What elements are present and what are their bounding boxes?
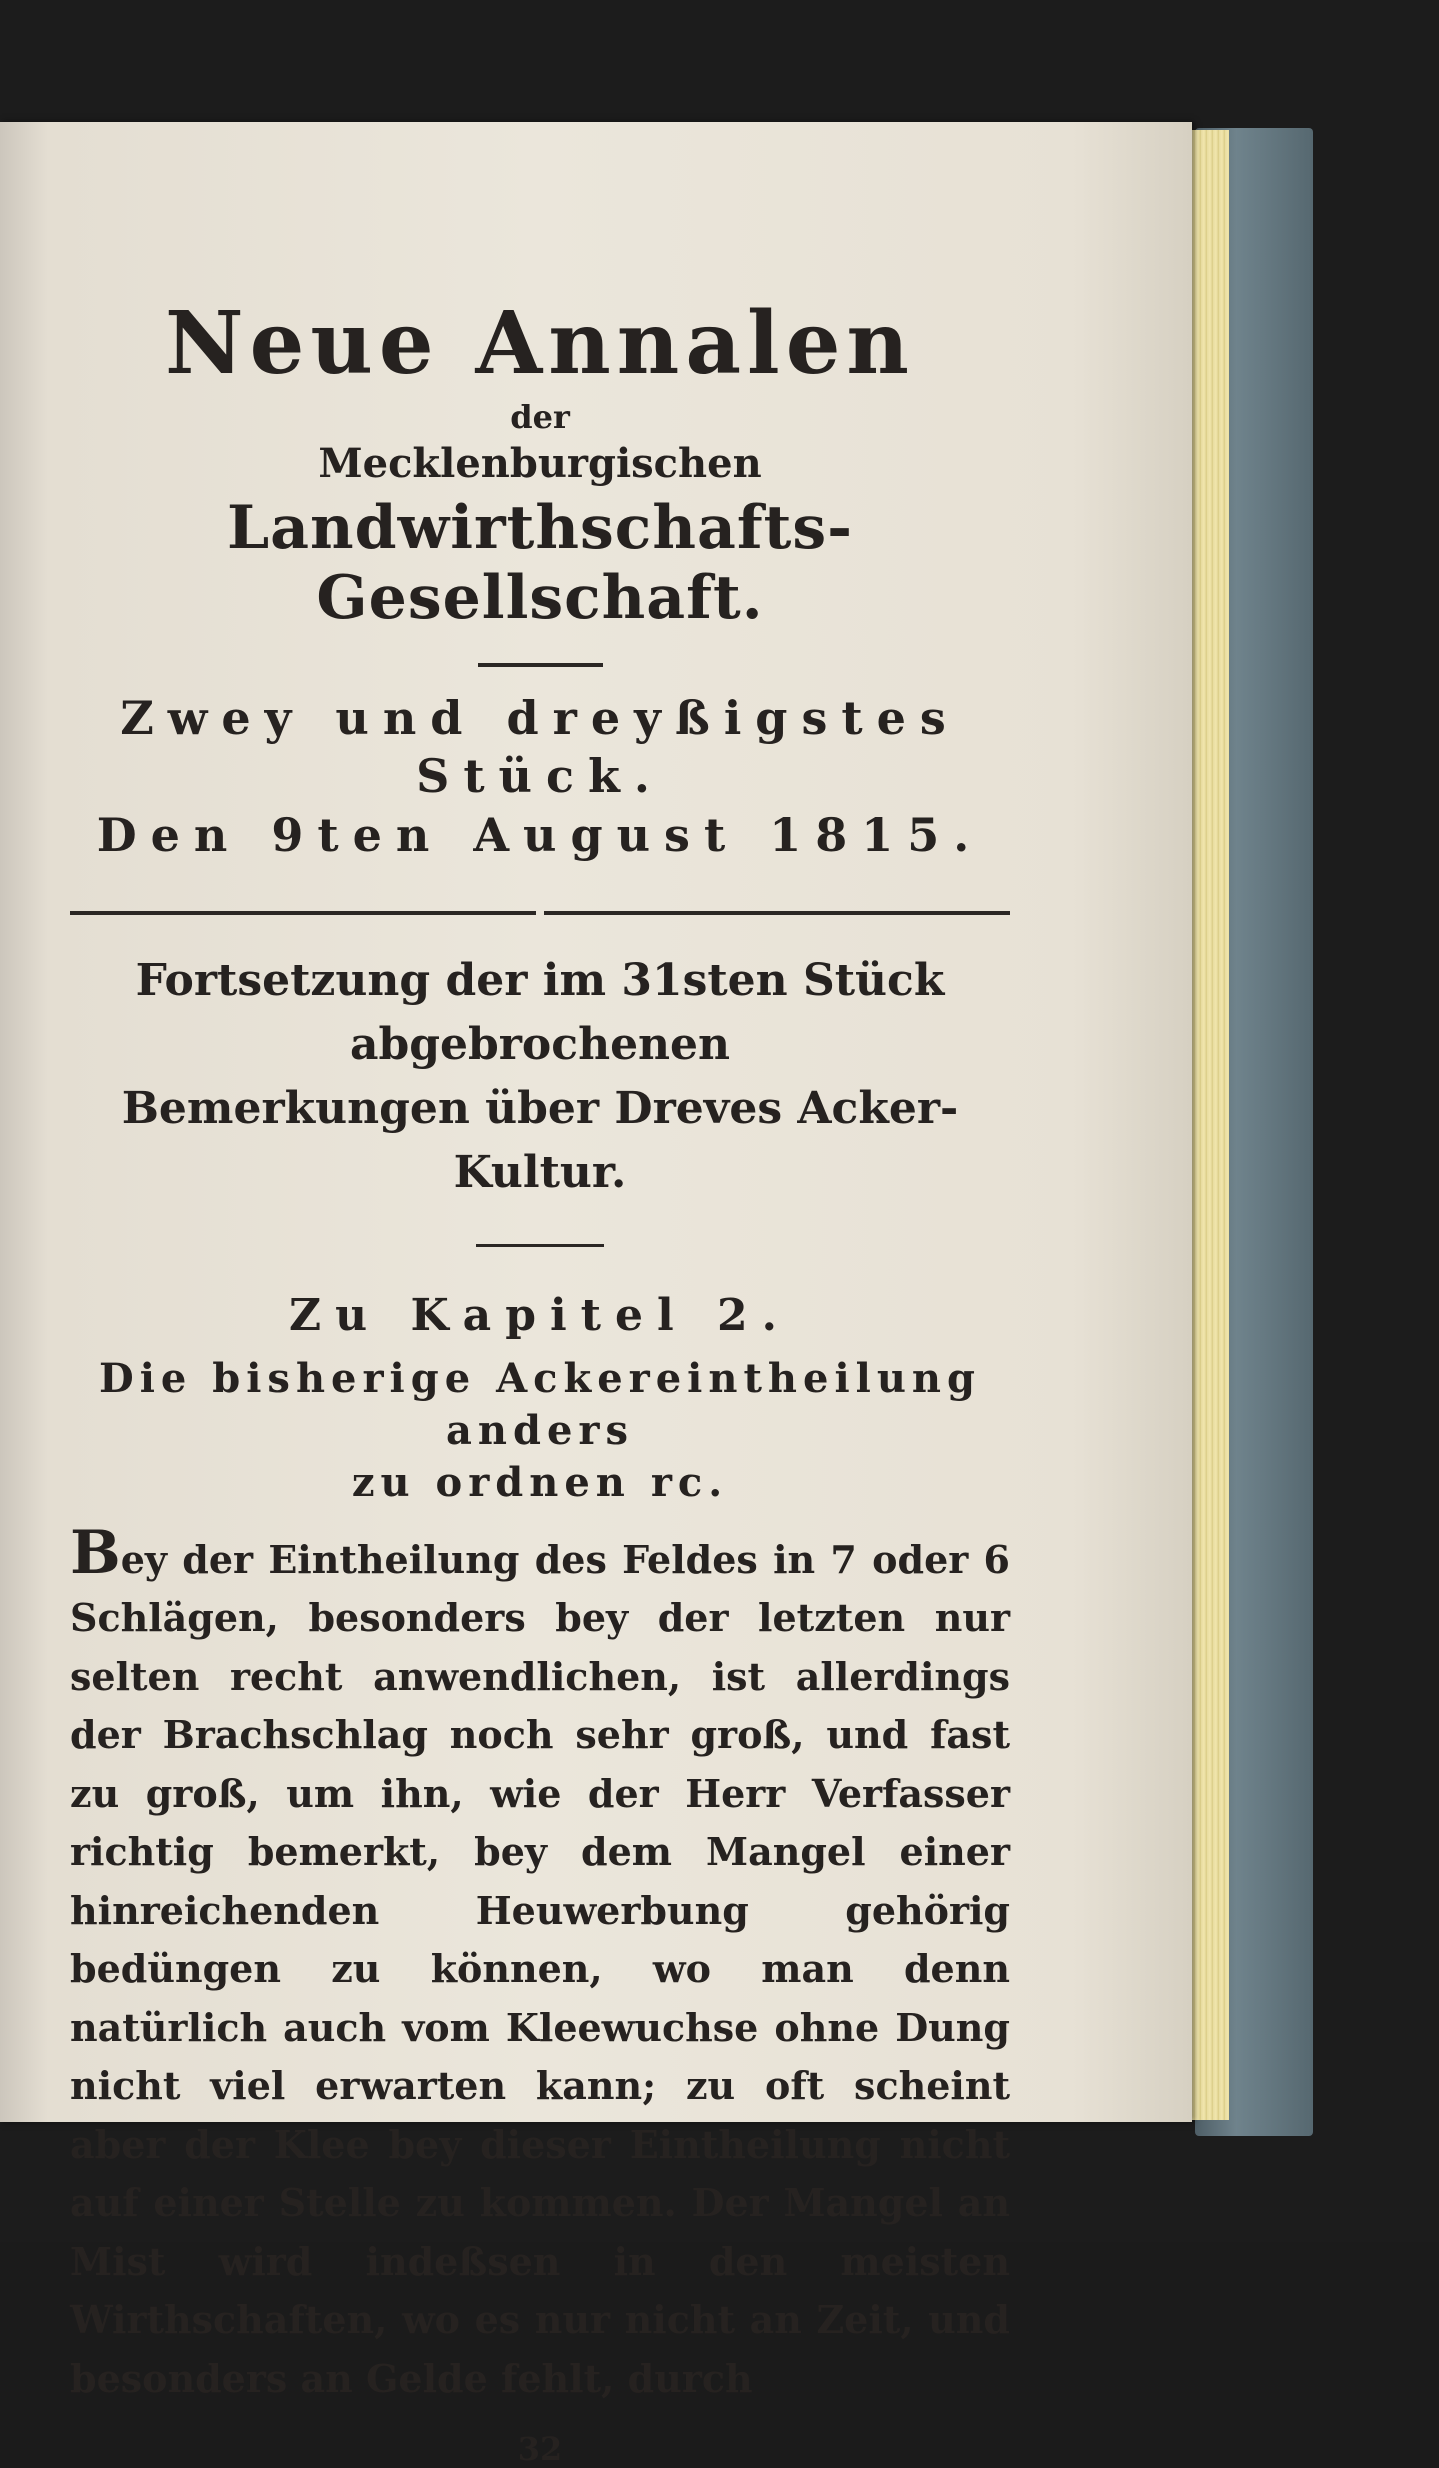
divider-long xyxy=(70,911,1010,915)
journal-title: Neue Annalen xyxy=(165,293,915,394)
article-heading xyxy=(70,949,1010,1204)
divider-long-left xyxy=(70,911,536,915)
journal-region: Mecklenburgischen xyxy=(318,439,762,487)
section-subheading-line2: zu ordnen rc. xyxy=(351,1458,729,1506)
journal-der: der xyxy=(510,397,570,436)
page-content xyxy=(70,293,1010,2468)
article-paragraph xyxy=(70,1517,1010,2409)
book-page xyxy=(0,122,1192,2468)
divider-long-right xyxy=(544,911,1010,915)
chapter-heading: Zu Kapitel 2. xyxy=(289,1290,791,1342)
journal-society: Landwirthschafts-Gesellschaft. xyxy=(226,492,854,633)
section-subheading xyxy=(70,1353,1010,1509)
article-body-text: ey der Eintheilung des Feldes in 7 oder 6 Schlägen, besonders bey der letzten nur selten recht anwendlichen, ist allerdings der Brachschlag noch sehr groß, und fast zu groß, um ihn, wie der Herr Verfasser richtig bemerkt, bey dem Mangel einer hinreichenden Heuwerbung gehörig bedüngen zu können, wo man denn natürlich auch vom Kleewuchse ohne Dung nicht viel erwarten kann; zu oft scheint aber der Klee bey dieser Eintheilung nicht auf einer Stelle zu kommen. Der Mangel an Mist wird indeßsen in den meisten Wirthschaften, wo es nur nicht an Zeit, und besonders an Gelde fehlt, durch xyxy=(70,1536,1010,2401)
issue-number: Zwey und dreyßigstes Stück. xyxy=(120,690,960,804)
masthead xyxy=(70,293,1010,633)
section-subheading-line1: Die bisherige Ackereintheilung anders xyxy=(99,1354,981,1454)
page-signature: 32 xyxy=(517,2430,563,2468)
issue-info xyxy=(70,689,1010,866)
article-heading-line1: Fortsetzung der im 31sten Stück abgebrochenen xyxy=(135,955,945,1071)
drop-cap: B xyxy=(70,1517,121,1588)
divider-mid xyxy=(476,1244,604,1247)
divider-short xyxy=(478,663,603,667)
article-heading-line2: Bemerkungen über Dreves Acker-Kultur. xyxy=(121,1082,959,1198)
issue-date: Den 9ten August 1815. xyxy=(96,808,984,863)
article-body xyxy=(70,1517,1010,2409)
